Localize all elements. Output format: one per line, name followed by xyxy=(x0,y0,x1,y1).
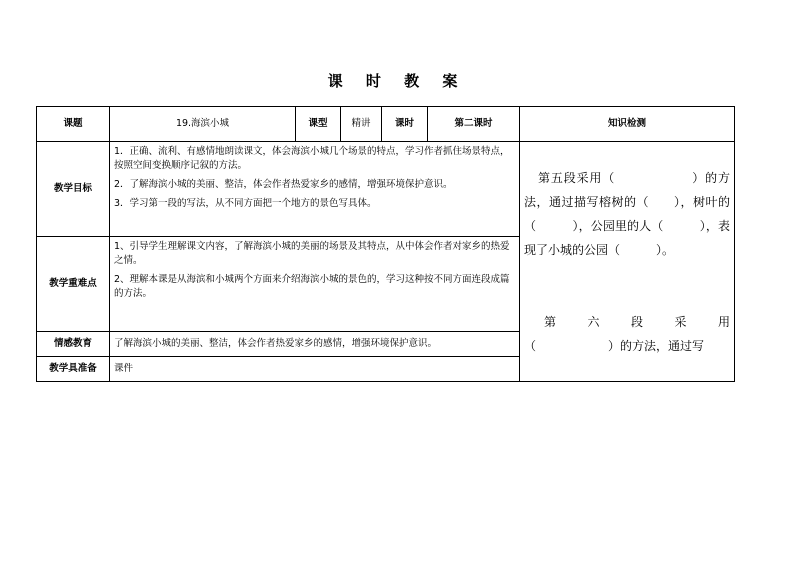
period-label: 课时 xyxy=(382,107,428,142)
header-row xyxy=(37,107,735,142)
topic-value: 19.海滨小城 xyxy=(110,107,296,142)
lesson-type-value: 精讲 xyxy=(341,107,382,142)
objective-item: 3．学习第一段的写法，从不同方面把一个地方的景色写具体。 xyxy=(114,198,377,209)
keypoint-item: 1、引导学生理解课文内容，了解海滨小城的美丽的场景及其特点，从中体会作者对家乡的热爱之情。 xyxy=(114,241,510,266)
page-title: 课 时 教 案 xyxy=(327,72,467,90)
lesson-type-label: 课型 xyxy=(296,107,341,142)
quiz-paragraph-2-line-2: （ ）的方法，通过写 xyxy=(524,338,705,353)
prep-label: 教学具准备 xyxy=(37,357,110,382)
objective-item: 2．了解海滨小城的美丽、整洁，体会作者热爱家乡的感情，增强环境保护意识。 xyxy=(114,179,453,190)
keypoints-content xyxy=(110,237,520,332)
objective-item: 1．正确、流利、有感情地朗读课文，体会海滨小城几个场景的特点，学习作者抓住场景特点，按照空间变换顺序记叙的方法。 xyxy=(114,146,510,171)
keypoint-item: 2、理解本课是从海滨和小城两个方面来介绍海滨小城的景色的，学习这种按不同方面连段成篇的方法。 xyxy=(114,274,510,299)
keypoints-label: 教学重难点 xyxy=(37,237,110,332)
topic-label: 课题 xyxy=(37,107,110,142)
emotion-label: 情感教育 xyxy=(37,332,110,357)
quiz-content xyxy=(520,142,735,382)
quiz-paragraph-1: 第五段采用（ ）的方法，通过描写榕树的（ ），树叶的（ ），公园里的人（ ），表现了小城的公园（ ）。 xyxy=(524,170,730,257)
objectives-label: 教学目标 xyxy=(37,142,110,237)
objectives-content xyxy=(110,142,520,237)
quiz-header: 知识检测 xyxy=(520,107,735,142)
prep-content: 课件 xyxy=(110,357,520,382)
quiz-paragraph-2-line-1: 第 六 段 采 用 xyxy=(544,314,730,329)
objectives-row xyxy=(37,142,735,237)
emotion-content: 了解海滨小城的美丽、整洁，体会作者热爱家乡的感情，增强环境保护意识。 xyxy=(110,332,520,357)
period-value: 第二课时 xyxy=(428,107,520,142)
lesson-plan-table xyxy=(36,106,735,382)
